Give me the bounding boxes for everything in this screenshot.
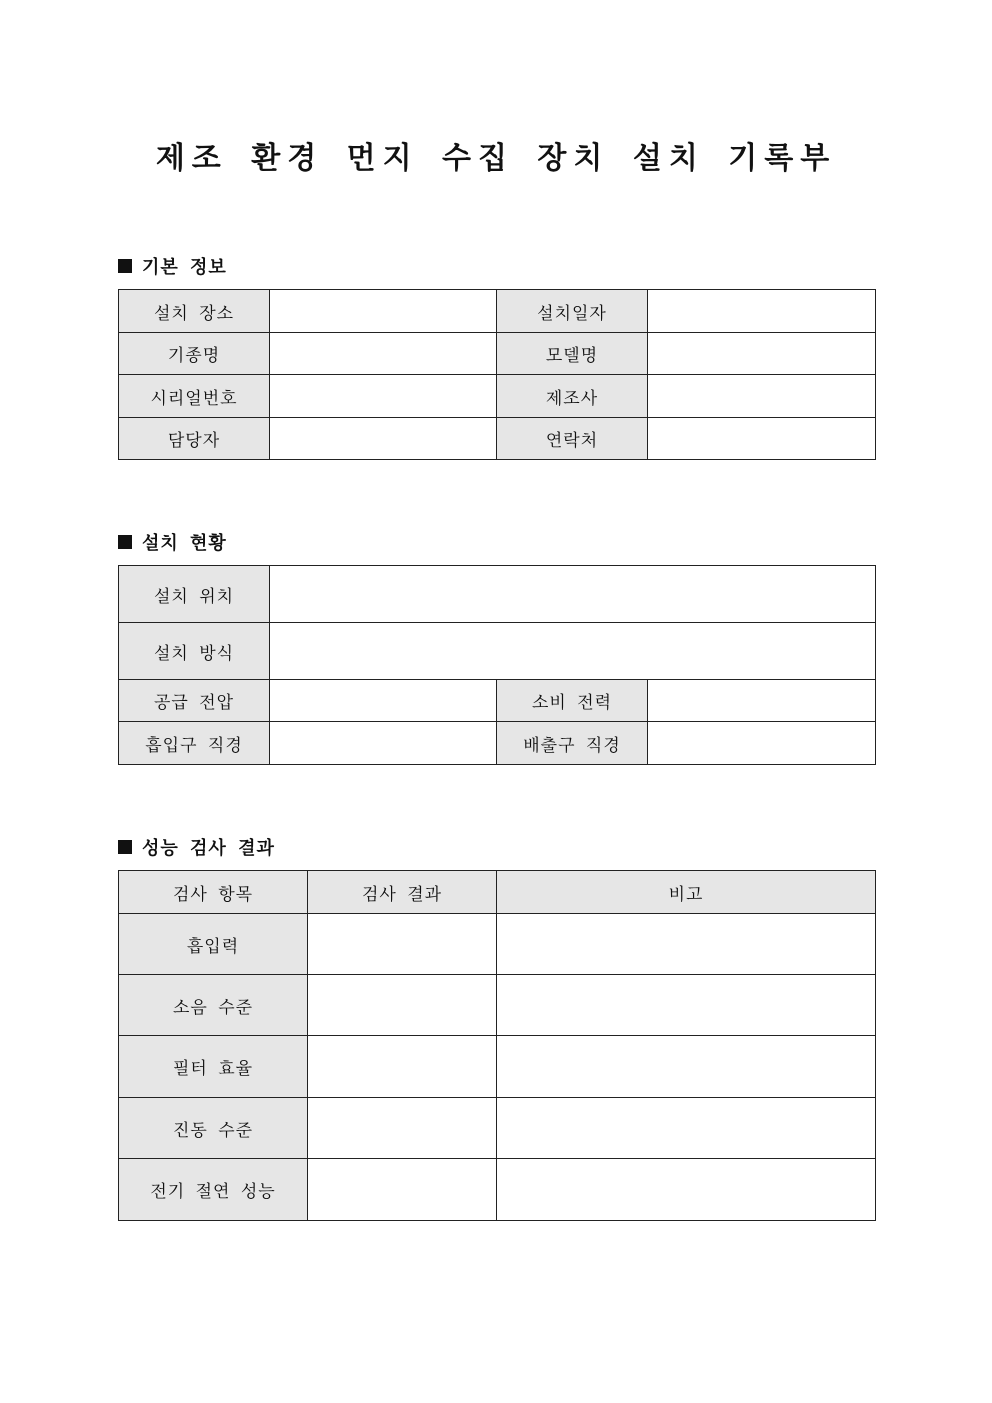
inspection-item: 필터 효율 xyxy=(119,1036,308,1098)
install-location-detail-field[interactable] xyxy=(270,566,876,623)
section-title: 기본 정보 xyxy=(142,257,227,278)
install-method-field[interactable] xyxy=(270,623,876,680)
inspection-result-field[interactable] xyxy=(308,1036,497,1098)
table-row xyxy=(119,566,876,623)
section-title: 성능 검사 결과 xyxy=(142,838,275,859)
section-heading-basic-info xyxy=(118,253,227,279)
inspection-result-field[interactable] xyxy=(308,975,497,1036)
square-bullet-icon xyxy=(118,840,132,854)
document-title: 제조 환경 먼지 수집 장치 설치 기록부 xyxy=(155,141,837,176)
field-label: 제조사 xyxy=(497,375,648,418)
square-bullet-icon xyxy=(118,535,132,549)
column-header: 비고 xyxy=(497,871,876,914)
inspection-result-field[interactable] xyxy=(308,914,497,975)
outlet-diameter-field[interactable] xyxy=(648,722,876,765)
table-row xyxy=(119,1098,876,1159)
table-row xyxy=(119,680,876,722)
field-label: 모델명 xyxy=(497,333,648,375)
contact-field[interactable] xyxy=(648,418,876,460)
table-header-row xyxy=(119,871,876,914)
power-consumption-field[interactable] xyxy=(648,680,876,722)
manager-field[interactable] xyxy=(270,418,497,460)
inspection-note-field[interactable] xyxy=(497,1036,876,1098)
machine-name-field[interactable] xyxy=(270,333,497,375)
table-row xyxy=(119,333,876,375)
install-date-field[interactable] xyxy=(648,290,876,333)
inspection-result-field[interactable] xyxy=(308,1159,497,1221)
inspection-note-field[interactable] xyxy=(497,1098,876,1159)
supply-voltage-field[interactable] xyxy=(270,680,497,722)
serial-number-field[interactable] xyxy=(270,375,497,418)
column-header: 검사 항목 xyxy=(119,871,308,914)
field-label: 설치 방식 xyxy=(119,623,270,680)
section-heading-performance xyxy=(118,834,275,860)
field-label: 연락처 xyxy=(497,418,648,460)
install-status-table xyxy=(118,565,876,765)
table-row xyxy=(119,1159,876,1221)
field-label: 설치 위치 xyxy=(119,566,270,623)
manufacturer-field[interactable] xyxy=(648,375,876,418)
table-row xyxy=(119,914,876,975)
square-bullet-icon xyxy=(118,259,132,273)
table-row xyxy=(119,418,876,460)
inspection-result-field[interactable] xyxy=(308,1098,497,1159)
field-label: 배출구 직경 xyxy=(497,722,648,765)
field-label: 공급 전압 xyxy=(119,680,270,722)
inspection-item: 흡입력 xyxy=(119,914,308,975)
inspection-item: 진동 수준 xyxy=(119,1098,308,1159)
inspection-item: 소음 수준 xyxy=(119,975,308,1036)
field-label: 담당자 xyxy=(119,418,270,460)
field-label: 기종명 xyxy=(119,333,270,375)
inspection-item: 전기 절연 성능 xyxy=(119,1159,308,1221)
table-row xyxy=(119,1036,876,1098)
table-row xyxy=(119,722,876,765)
column-header: 검사 결과 xyxy=(308,871,497,914)
inspection-note-field[interactable] xyxy=(497,975,876,1036)
table-row xyxy=(119,975,876,1036)
field-label: 시리얼번호 xyxy=(119,375,270,418)
field-label: 설치 장소 xyxy=(119,290,270,333)
performance-table xyxy=(118,870,876,1221)
inspection-note-field[interactable] xyxy=(497,1159,876,1221)
field-label: 소비 전력 xyxy=(497,680,648,722)
table-row xyxy=(119,375,876,418)
model-name-field[interactable] xyxy=(648,333,876,375)
section-heading-install-status xyxy=(118,529,227,555)
basic-info-table xyxy=(118,289,876,460)
field-label: 설치일자 xyxy=(497,290,648,333)
table-row xyxy=(119,623,876,680)
table-row xyxy=(119,290,876,333)
install-location-field[interactable] xyxy=(270,290,497,333)
field-label: 흡입구 직경 xyxy=(119,722,270,765)
inspection-note-field[interactable] xyxy=(497,914,876,975)
inlet-diameter-field[interactable] xyxy=(270,722,497,765)
section-title: 설치 현황 xyxy=(142,533,227,554)
